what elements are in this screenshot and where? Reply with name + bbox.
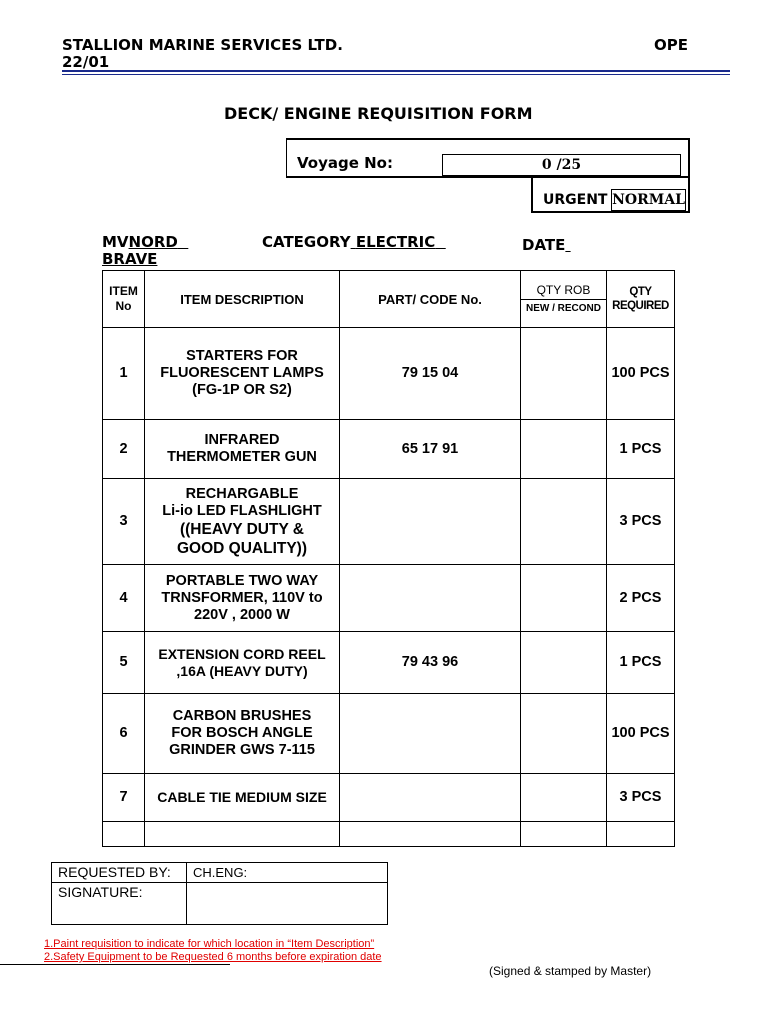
header-rule-thin xyxy=(62,74,730,75)
row-qty-rob[interactable] xyxy=(521,565,607,632)
row-qty-required: 1 PCS xyxy=(607,632,675,694)
qty-rob-stack xyxy=(521,282,606,317)
normal-label[interactable]: NORMAL xyxy=(611,189,686,211)
row-item-no[interactable] xyxy=(103,822,145,847)
row-part-code xyxy=(340,694,521,774)
date-field[interactable] xyxy=(565,236,570,254)
row-item-no: 1 xyxy=(103,328,145,420)
row-description: PORTABLE TWO WAY TRNSFORMER, 110V to 220V , 2000 W xyxy=(145,565,340,632)
row-part-code: 79 15 04 xyxy=(340,328,521,420)
signature-row xyxy=(52,883,388,925)
table-row xyxy=(103,328,675,420)
row-description[interactable] xyxy=(145,822,340,847)
row-description-line-1: RECHARGABLE xyxy=(185,485,299,502)
row-part-code xyxy=(340,774,521,822)
row-item-no: 3 xyxy=(103,479,145,565)
header-part-code: PART/ CODE No. xyxy=(340,271,521,328)
row-description-line-4: GOOD QUALITY)) xyxy=(176,539,308,557)
signature-label: SIGNATURE: xyxy=(52,883,187,925)
row-item-no: 2 xyxy=(103,420,145,479)
requested-by-field[interactable]: CH.ENG: xyxy=(187,863,388,883)
category-label: CATEGORY xyxy=(262,233,351,251)
form-code-right: OPE xyxy=(654,36,688,54)
items-table xyxy=(102,270,675,847)
date-line xyxy=(522,236,571,254)
row-qty-rob[interactable] xyxy=(521,328,607,420)
date-label: DATE xyxy=(522,236,566,254)
row-part-code xyxy=(340,565,521,632)
row-item-no: 7 xyxy=(103,774,145,822)
row-part-code: 65 17 91 xyxy=(340,420,521,479)
row-qty-rob[interactable] xyxy=(521,479,607,565)
note-2: 2.Safety Equipment to be Requested 6 months before expiration date xyxy=(44,951,382,963)
row-item-no: 4 xyxy=(103,565,145,632)
vessel-line xyxy=(102,233,188,251)
qty-rob-sub-label: NEW / RECOND xyxy=(526,302,601,314)
company-name: STALLION MARINE SERVICES LTD. xyxy=(62,36,343,54)
row-description: INFRARED THERMOMETER GUN xyxy=(145,420,340,479)
table-header-row xyxy=(103,271,675,328)
qty-rob-label: QTY ROB xyxy=(521,282,606,300)
mv-name-1: NORD xyxy=(128,233,178,251)
row-item-no: 6 xyxy=(103,694,145,774)
signature-table xyxy=(51,862,388,925)
row-item-no: 5 xyxy=(103,632,145,694)
row-qty-required[interactable] xyxy=(607,822,675,847)
table-row xyxy=(103,694,675,774)
voyage-label: Voyage No: xyxy=(297,154,393,172)
table-row xyxy=(103,565,675,632)
row-description: STARTERS FOR FLUORESCENT LAMPS (FG-1P OR S2) xyxy=(145,328,340,420)
table-row xyxy=(103,632,675,694)
row-description: CABLE TIE MEDIUM SIZE xyxy=(145,774,340,822)
signed-stamped-note: (Signed & stamped by Master) xyxy=(489,964,652,978)
row-description-line-3: ((HEAVY DUTY & xyxy=(179,520,304,538)
row-part-code: 79 43 96 xyxy=(340,632,521,694)
table-row-empty xyxy=(103,822,675,847)
table-row xyxy=(103,420,675,479)
requested-by-row xyxy=(52,863,388,883)
row-description-line-2: Li-io LED FLASHLIGHT xyxy=(162,502,322,519)
row-qty-required: 100 PCS xyxy=(607,328,675,420)
mv-label: MV xyxy=(102,233,129,251)
mv-name xyxy=(129,233,189,251)
voyage-number-field[interactable]: 0 /25 xyxy=(442,154,681,176)
category-line xyxy=(262,233,446,251)
header-qty-required: QTY REQUIRED xyxy=(607,271,675,328)
row-qty-required: 100 PCS xyxy=(607,694,675,774)
row-description xyxy=(145,479,340,565)
row-qty-required: 3 PCS xyxy=(607,774,675,822)
header-rule xyxy=(62,70,730,72)
note-1: 1.Paint requisition to indicate for which location in “Item Description” xyxy=(44,938,375,950)
table-row xyxy=(103,774,675,822)
urgent-label[interactable]: URGENT xyxy=(543,192,608,208)
row-qty-rob[interactable] xyxy=(521,420,607,479)
row-qty-required: 3 PCS xyxy=(607,479,675,565)
row-part-code[interactable] xyxy=(340,822,521,847)
form-title: DECK/ ENGINE REQUISITION FORM xyxy=(224,104,533,123)
category-value-wrap xyxy=(351,233,446,251)
table-row xyxy=(103,479,675,565)
mv-name-2: BRAVE xyxy=(102,250,158,268)
row-qty-rob[interactable] xyxy=(521,694,607,774)
row-description: CARBON BRUSHES FOR BOSCH ANGLE GRINDER GWS 7-115 xyxy=(145,694,340,774)
category-value: ELECTRIC xyxy=(355,233,436,251)
row-qty-required: 1 PCS xyxy=(607,420,675,479)
header-item-no: ITEM No xyxy=(103,271,145,328)
row-qty-required: 2 PCS xyxy=(607,565,675,632)
row-qty-rob[interactable] xyxy=(521,774,607,822)
footer-rule xyxy=(0,964,230,965)
row-part-code xyxy=(340,479,521,565)
header-description: ITEM DESCRIPTION xyxy=(145,271,340,328)
signature-field[interactable] xyxy=(187,883,388,925)
header-qty-rob xyxy=(521,271,607,328)
requested-by-label: REQUESTED BY: xyxy=(52,863,187,883)
row-description: EXTENSION CORD REEL ,16A (HEAVY DUTY) xyxy=(145,632,340,694)
form-code-left: 22/01 xyxy=(62,53,110,71)
row-qty-rob[interactable] xyxy=(521,822,607,847)
row-qty-rob[interactable] xyxy=(521,632,607,694)
